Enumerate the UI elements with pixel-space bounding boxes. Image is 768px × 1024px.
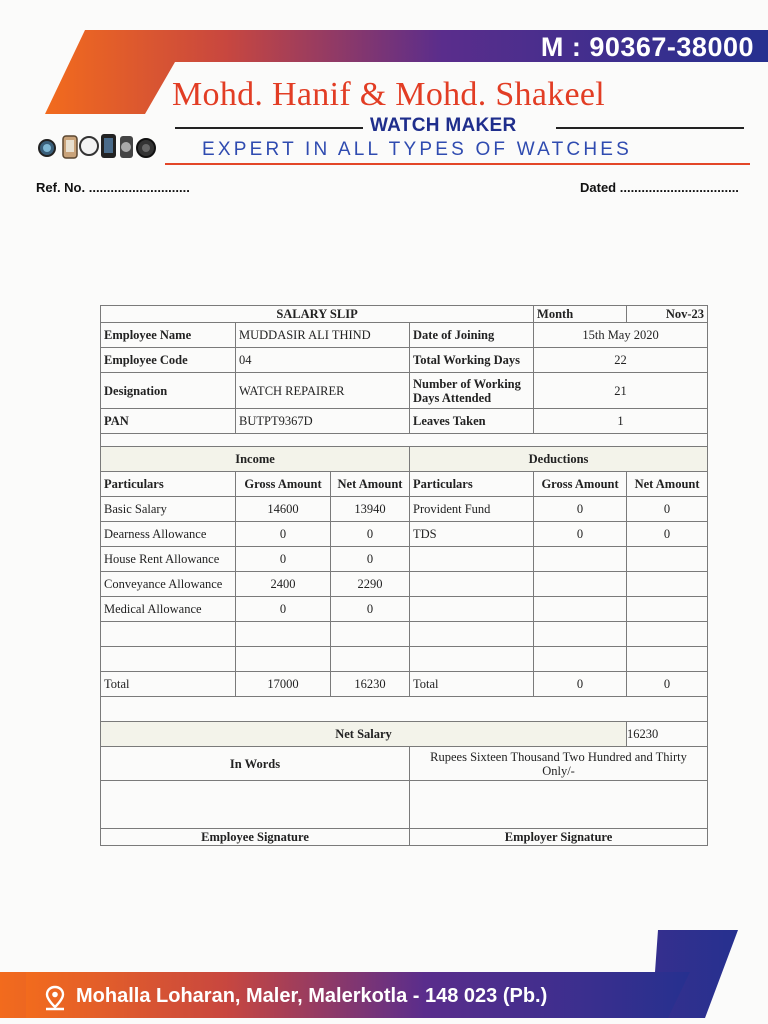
total-working-days-value: 22 bbox=[534, 348, 708, 373]
deduction-gross bbox=[534, 547, 627, 572]
deduction-net-header: Net Amount bbox=[627, 472, 708, 497]
table-row bbox=[101, 497, 708, 522]
deduction-total-net: 0 bbox=[627, 672, 708, 697]
income-header: Income bbox=[101, 447, 410, 472]
deduction-item bbox=[410, 572, 534, 597]
deduction-particulars-header: Particulars bbox=[410, 472, 534, 497]
deduction-item: TDS bbox=[410, 522, 534, 547]
income-total-net: 16230 bbox=[331, 672, 410, 697]
employee-row bbox=[101, 373, 708, 409]
employee-signature-label: Employee Signature bbox=[101, 829, 410, 846]
employee-code-value: 04 bbox=[236, 348, 410, 373]
table-row bbox=[101, 597, 708, 622]
empty-row bbox=[101, 622, 708, 647]
income-gross: 2400 bbox=[236, 572, 331, 597]
pan-value: BUTPT9367D bbox=[236, 409, 410, 434]
table-row bbox=[101, 522, 708, 547]
divider-right bbox=[556, 127, 744, 129]
deduction-gross: 0 bbox=[534, 497, 627, 522]
signature-label-row bbox=[101, 829, 708, 846]
employee-name-label: Employee Name bbox=[101, 323, 236, 348]
days-attended-label: Number of Working Days Attended bbox=[410, 373, 534, 409]
slip-title: SALARY SLIP bbox=[101, 306, 534, 323]
signature-space-row bbox=[101, 781, 708, 829]
employee-name-value: MUDDASIR ALI THIND bbox=[236, 323, 410, 348]
month-value: Nov-23 bbox=[627, 306, 708, 323]
income-net: 0 bbox=[331, 522, 410, 547]
income-net-header: Net Amount bbox=[331, 472, 410, 497]
income-particulars-header: Particulars bbox=[101, 472, 236, 497]
net-salary-value: 16230 bbox=[627, 722, 708, 747]
in-words-label: In Words bbox=[101, 747, 410, 781]
ref-no: Ref. No. ............................ bbox=[36, 180, 190, 195]
income-net: 13940 bbox=[331, 497, 410, 522]
deduction-total-gross: 0 bbox=[534, 672, 627, 697]
deduction-item bbox=[410, 547, 534, 572]
employee-row bbox=[101, 409, 708, 434]
employee-row bbox=[101, 323, 708, 348]
table-row bbox=[101, 547, 708, 572]
income-item: Dearness Allowance bbox=[101, 522, 236, 547]
designation-label: Designation bbox=[101, 373, 236, 409]
income-gross: 0 bbox=[236, 547, 331, 572]
total-row bbox=[101, 672, 708, 697]
footer-banner bbox=[0, 928, 768, 1024]
income-total-label: Total bbox=[101, 672, 236, 697]
dated: Dated ................................. bbox=[580, 180, 739, 195]
spacer-row bbox=[101, 434, 708, 447]
income-item: Conveyance Allowance bbox=[101, 572, 236, 597]
income-item: Basic Salary bbox=[101, 497, 236, 522]
leaves-taken-value: 1 bbox=[534, 409, 708, 434]
date-of-joining-value: 15th May 2020 bbox=[534, 323, 708, 348]
income-net: 0 bbox=[331, 597, 410, 622]
income-total-gross: 17000 bbox=[236, 672, 331, 697]
income-net: 2290 bbox=[331, 572, 410, 597]
slip-title-row bbox=[101, 306, 708, 323]
in-words-value: Rupees Sixteen Thousand Two Hundred and Thirty Only/- bbox=[410, 747, 708, 781]
deduction-net: 0 bbox=[627, 522, 708, 547]
deduction-gross-header: Gross Amount bbox=[534, 472, 627, 497]
deduction-gross: 0 bbox=[534, 522, 627, 547]
section-header-row bbox=[101, 447, 708, 472]
deduction-net: 0 bbox=[627, 497, 708, 522]
deduction-net bbox=[627, 572, 708, 597]
employee-code-label: Employee Code bbox=[101, 348, 236, 373]
deduction-total-label: Total bbox=[410, 672, 534, 697]
in-words-row bbox=[101, 747, 708, 781]
total-working-days-label: Total Working Days bbox=[410, 348, 534, 373]
firm-name: Mohd. Hanif & Mohd. Shakeel bbox=[172, 76, 606, 113]
footer-address: Mohalla Loharan, Maler, Malerkotla - 148 023 (Pb.) bbox=[76, 985, 548, 1007]
income-gross: 0 bbox=[236, 597, 331, 622]
deduction-net bbox=[627, 597, 708, 622]
income-gross: 0 bbox=[236, 522, 331, 547]
income-item: Medical Allowance bbox=[101, 597, 236, 622]
spacer-row bbox=[101, 697, 708, 722]
month-label: Month bbox=[534, 306, 627, 323]
employee-signature-box bbox=[101, 781, 410, 829]
deduction-gross bbox=[534, 572, 627, 597]
table-row bbox=[101, 572, 708, 597]
income-gross: 14600 bbox=[236, 497, 331, 522]
employee-row bbox=[101, 348, 708, 373]
pan-label: PAN bbox=[101, 409, 236, 434]
income-gross-header: Gross Amount bbox=[236, 472, 331, 497]
empty-row bbox=[101, 647, 708, 672]
deduction-gross bbox=[534, 597, 627, 622]
location-pin-icon bbox=[44, 985, 66, 1011]
days-attended-value: 21 bbox=[534, 373, 708, 409]
column-header-row bbox=[101, 472, 708, 497]
tagline: EXPERT IN ALL TYPES OF WATCHES bbox=[202, 139, 633, 160]
income-net: 0 bbox=[331, 547, 410, 572]
tagline-underline bbox=[165, 163, 750, 165]
divider-left bbox=[175, 127, 363, 129]
leaves-taken-label: Leaves Taken bbox=[410, 409, 534, 434]
date-of-joining-label: Date of Joining bbox=[410, 323, 534, 348]
income-item: House Rent Allowance bbox=[101, 547, 236, 572]
net-salary-row bbox=[101, 722, 708, 747]
deduction-net bbox=[627, 547, 708, 572]
designation-value: WATCH REPAIRER bbox=[236, 373, 410, 409]
employer-signature-box bbox=[410, 781, 708, 829]
net-salary-label: Net Salary bbox=[101, 722, 627, 747]
employer-signature-label: Employer Signature bbox=[410, 829, 708, 846]
deduction-item bbox=[410, 597, 534, 622]
salary-slip-table bbox=[100, 305, 708, 846]
deduction-item: Provident Fund bbox=[410, 497, 534, 522]
deductions-header: Deductions bbox=[410, 447, 708, 472]
trade-title: WATCH MAKER bbox=[370, 115, 517, 136]
watches-logo-icon bbox=[35, 128, 157, 162]
phone-number: M : 90367-38000 bbox=[540, 32, 754, 62]
